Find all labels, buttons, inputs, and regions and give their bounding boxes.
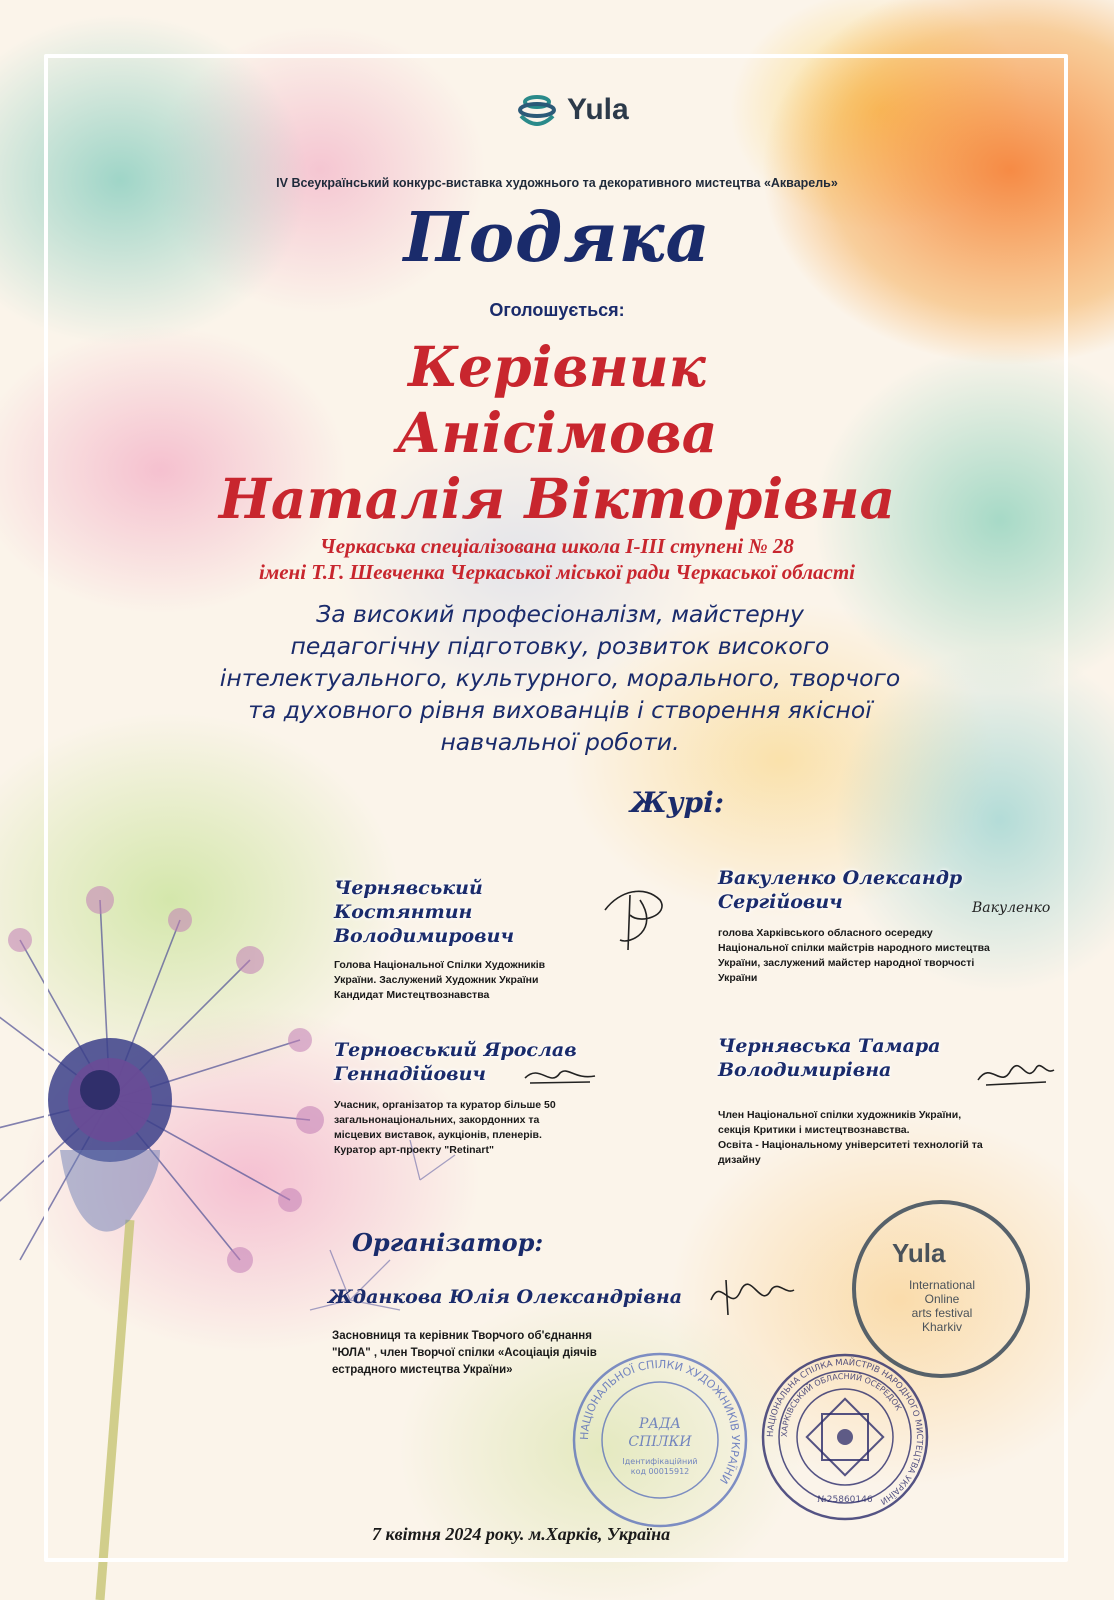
reason-line: та духовного рівня вихованців і створення якісної: [248, 696, 872, 724]
jury-desc-line: Кандидат Мистецтвознавства: [334, 989, 490, 1001]
stamp-ring-text: ХАРКІВСЬКИЙ ОБЛАСНИЙ ОСЕРЕДОК: [779, 1371, 904, 1438]
jury-desc-line: місцевих виставок, аукціонів, пленерів.: [334, 1129, 542, 1141]
yula-logo: [515, 84, 675, 136]
reason-line: навчальної роботи.: [440, 728, 680, 756]
date-place: 7 квітня 2024 року. м.Харків, Україна: [372, 1524, 671, 1544]
stamp-code: №25860146: [817, 1495, 873, 1505]
stamp-text-line: Kharkiv: [921, 1320, 962, 1334]
organizer-name: Жданкова Юлія Олександрівна: [328, 1286, 683, 1308]
stamp-ring-text: НАЦІОНАЛЬНОЇ СПІЛКИ ХУДОЖНИКІВ УКРАЇНИ: [577, 1357, 743, 1487]
stamp-center-line: СПІЛКИ: [628, 1434, 692, 1450]
jury-desc-line: Голова Національної Спілки Художників: [334, 959, 546, 971]
stamp-text-line: International: [908, 1278, 976, 1292]
signature-2: Вакуленко: [972, 900, 1051, 916]
jury-desc-line: Куратор арт-проекту "Retinart": [334, 1144, 494, 1156]
jury-desc-line: Член Національної спілки художників України,: [718, 1109, 962, 1121]
jury-desc-line: України, заслужений майстер народної творчості: [718, 957, 975, 969]
organizer-label: Організатор:: [352, 1228, 544, 1257]
announce-label: Оголошується:: [489, 300, 625, 320]
reason-text: [120, 598, 1000, 758]
reason-line: За високий професіоналізм, майстерну: [316, 600, 804, 628]
jury-name-line: Чернявська Тамара: [718, 1035, 941, 1057]
jury-desc-line: України. Заслужений Художник України: [334, 974, 539, 986]
jury-member-3: [334, 1038, 624, 1158]
recipient-given-name: Наталія Вікторівна: [218, 466, 896, 531]
stamp-code-line: Ідентифікаційний: [622, 1457, 698, 1466]
artists-union-stamp: [570, 1350, 750, 1530]
jury-member-name: [334, 876, 614, 948]
jury-member-1: [334, 876, 614, 1003]
yula-swirl-icon: [515, 88, 559, 132]
stamp-text: [882, 1278, 1002, 1334]
signature-4: [976, 1050, 1056, 1100]
certificate-title: Подяка: [403, 198, 711, 278]
jury-member-description: [718, 1108, 1048, 1168]
signature-1: [600, 880, 680, 960]
reason-line: педагогічну підготовку, розвиток високого: [290, 632, 830, 660]
jury-desc-line: Національної спілки майстрів народного мистецтва: [718, 942, 990, 954]
stamp-text-line: Online: [924, 1292, 960, 1306]
reason-line: інтелектуального, культурного, морального, творчого: [219, 664, 901, 692]
jury-name-line: Вакуленко Олександр: [718, 867, 963, 889]
jury-label: Журі:: [630, 786, 725, 819]
stamp-center-line: РАДА: [638, 1416, 682, 1432]
jury-name-line: Чернявський Костянтин: [334, 877, 483, 923]
jury-desc-line: загальнонаціональних, закордонних та: [334, 1114, 540, 1126]
stamp-text-line: arts festival: [911, 1306, 973, 1320]
jury-desc-line: голова Харківського обласного осередку: [718, 927, 933, 939]
folk-art-union-stamp: [760, 1352, 930, 1522]
jury-name-line: Володимирович: [334, 925, 515, 947]
stamp-ring-text: НАЦІОНАЛЬНА СПІЛКА МАЙСТРІВ НАРОДНОГО МИСТЕЦТВА УКРАЇНИ: [765, 1357, 925, 1507]
school-line-1: Черкаська спеціалізована школа І-ІІІ ступені № 28: [320, 534, 794, 558]
jury-name-line: Сергійович: [718, 891, 843, 913]
jury-name-line: Геннадійович: [334, 1063, 487, 1085]
contest-title: IV Всеукраїнський конкурс-виставка художнього та декоративного мистецтва «Акварель»: [276, 176, 838, 190]
jury-desc-line: Учасник, організатор та куратор більше 50: [334, 1099, 556, 1111]
organizer-desc-line: "ЮЛА" , член Творчої спілки «Асоціація діячів: [332, 1347, 597, 1359]
jury-member-2: [718, 866, 1051, 986]
stamp-code-line: код 00015912: [630, 1467, 690, 1476]
organizer-desc-line: Засновниця та керівник Творчого об'єднання: [332, 1330, 592, 1342]
jury-member-description: [334, 958, 614, 1003]
jury-desc-line: дизайну: [718, 1154, 761, 1166]
recipient-role: Керівник: [408, 334, 706, 399]
jury-member-description: [334, 1098, 624, 1158]
jury-desc-line: секція Критики і мистецтвознавства.: [718, 1124, 910, 1136]
logo-text: Yula: [567, 93, 629, 126]
recipient-surname: Анісімова: [396, 400, 718, 465]
jury-name-line: Володимирівна: [718, 1059, 892, 1081]
jury-member-description: [718, 926, 1048, 986]
organizer-desc-line: естрадного мистецтва України»: [332, 1364, 513, 1376]
school-line-2: імені Т.Г. Шевченка Черкаської міської ради Черкаської області: [259, 560, 855, 584]
signature-3: [520, 1058, 600, 1098]
stamp-brand: Yula: [892, 1238, 946, 1268]
jury-desc-line: України: [718, 972, 758, 984]
jury-name-line: Терновський Ярослав: [334, 1039, 577, 1061]
organizer-signature: [706, 1270, 796, 1320]
jury-desc-line: Освіта - Національному університеті технологій та: [718, 1139, 983, 1151]
